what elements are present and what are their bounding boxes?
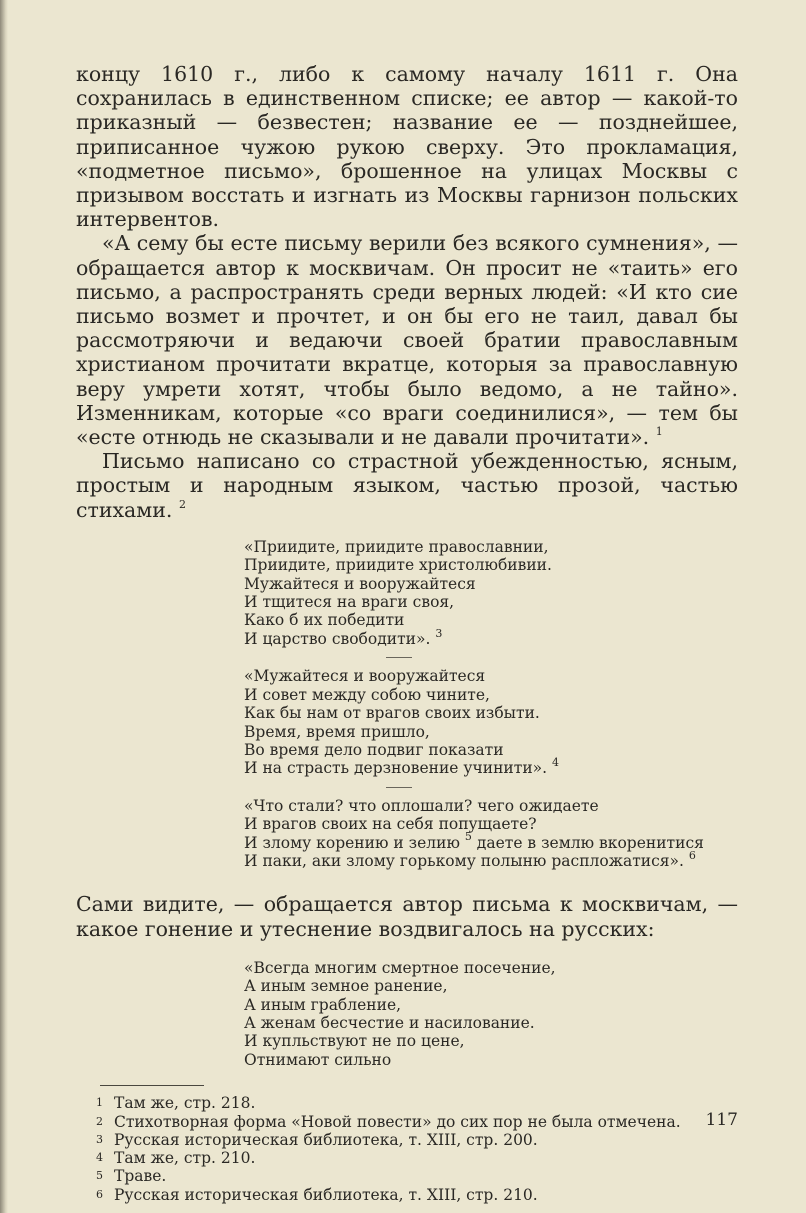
footnote-text: Там же, стр. 210. xyxy=(114,1149,256,1168)
footnote-mark: 3 xyxy=(435,626,443,640)
footnote xyxy=(96,1131,738,1149)
footnote-divider xyxy=(100,1085,204,1086)
paragraph-1 xyxy=(76,62,738,231)
verse-line: И совет между собою чините, xyxy=(244,685,490,704)
footnote xyxy=(96,1094,738,1112)
verse-line: А женам бесчестие и насилование. xyxy=(244,1013,535,1032)
verse-line: Время, время пришло, xyxy=(244,722,430,741)
paragraph-4 xyxy=(76,892,738,940)
footnote-text: Русская историческая библиотека, т. XIII, стр. 210. xyxy=(114,1185,538,1204)
verse-line xyxy=(244,830,738,852)
verse-line-text: И паки, аки злому горькому полыню распложатися». xyxy=(244,851,684,870)
verse-line: «Мужайтеся и вооружайтеся xyxy=(244,667,486,686)
footnote-text: Траве. xyxy=(114,1167,167,1186)
footnote-number: 1 xyxy=(96,1096,103,1110)
footnote-mark: 6 xyxy=(688,848,696,862)
paragraph-4-text: Сами видите, — обращается автор письма к москвичам, — какое гонение и утеснение воздвигалось на русских: xyxy=(76,892,738,941)
footnote-number: 2 xyxy=(96,1114,103,1128)
footnote-number: 6 xyxy=(96,1187,103,1201)
footnote-mark: 1 xyxy=(655,425,663,439)
stanza-divider xyxy=(386,657,412,658)
verse-line: И купльствуют не по цене, xyxy=(244,1032,465,1051)
verse-line-text: И злому корению и зелию xyxy=(244,833,460,852)
paragraph-3-text: Письмо написано со страстной убежденностью, ясным, простым и народным языком, частью прозой, частью стихами. xyxy=(76,449,738,522)
paragraph-2-text: «А сему бы есте письму верили без всякого сумнения», — обращается автор к москвичам. Он просит не «таить» его письмо, а распространять среди верных людей: «И кто сие письмо возмет и прочтет, и он бы его не таил, давал бы рассмотряючи и ведаючи своей братии православным христианом прочитати вкратце, которыя за православную веру умрети хотят, чтобы было ведомо, а не тайно». Изменникам, которые «со враги соединилися», — тем бы «есте отнюдь не сказывали и не давали прочитати». xyxy=(76,231,738,450)
page-number: 117 xyxy=(705,1110,738,1130)
verse-line: «Приидите, приидите православнии, xyxy=(244,537,549,556)
footnote xyxy=(96,1167,738,1185)
verse-line: Отнимают сильно xyxy=(244,1050,392,1069)
stanza-1 xyxy=(244,538,738,648)
page-content xyxy=(76,62,738,1204)
footnote-mark: 5 xyxy=(464,830,472,844)
paragraph-3 xyxy=(76,449,738,522)
verse-line: И врагов своих на себя попущаете? xyxy=(244,815,537,834)
footnote-number: 5 xyxy=(96,1169,103,1183)
paragraph-2 xyxy=(76,231,738,449)
footnote-mark: 2 xyxy=(178,497,186,511)
paragraph-1-text: концу 1610 г., либо к самому началу 1611 г. Она сохранилась в единственном списке; ее автор — какой-то приказный — безвестен; название ее — позднейшее, приписанное чужою рукою сверху. Это прокламация, «подметное письмо», брошенное на улицах Москвы с призывом восстать и изгнать из Москвы гарнизон польских интервентов. xyxy=(76,62,738,232)
verse-line xyxy=(244,848,738,870)
footnote-text: Стихотворная форма «Новой повести» до сих пор не была отмечена. xyxy=(114,1112,681,1131)
verse-line-text: И на страсть дерзновение учинити». xyxy=(244,759,548,778)
verse-line: «Что стали? что оплошали? чего ожидаете xyxy=(244,796,599,815)
footnote-number: 3 xyxy=(96,1132,103,1146)
verse-block-1 xyxy=(244,538,738,871)
verse-line xyxy=(244,756,738,778)
verse-line: Приидите, приидите христолюбивии. xyxy=(244,556,552,575)
verse-line: И тщитеся на враги своя, xyxy=(244,593,455,612)
footnote-number: 4 xyxy=(96,1151,103,1165)
footnote xyxy=(96,1149,738,1167)
footnote-text: Русская историческая библиотека, т. XIII, стр. 200. xyxy=(114,1130,538,1149)
footnote xyxy=(96,1186,738,1204)
page-binding-edge xyxy=(0,0,8,1213)
footnote xyxy=(96,1113,738,1131)
verse-block-2 xyxy=(244,959,738,1069)
stanza-3 xyxy=(244,797,738,871)
footnotes xyxy=(96,1094,738,1204)
verse-line-text: И царство свободити». xyxy=(244,629,431,648)
verse-line xyxy=(244,626,738,648)
verse-line: Во время дело подвиг показати xyxy=(244,740,504,759)
verse-line-text: даете в землю вкоренитися xyxy=(471,833,704,852)
verse-line: А иным грабление, xyxy=(244,995,402,1014)
verse-line: «Всегда многим смертное посечение, xyxy=(244,958,556,977)
verse-line: Мужайтеся и вооружайтеся xyxy=(244,574,476,593)
stanza-divider xyxy=(386,787,412,788)
verse-line: Како б их победити xyxy=(244,611,405,630)
footnote-text: Там же, стр. 218. xyxy=(114,1094,256,1113)
verse-line: А иным земное ранение, xyxy=(244,977,448,996)
verse-line: Как бы нам от врагов своих избыти. xyxy=(244,704,540,723)
footnote-mark: 4 xyxy=(552,756,560,770)
stanza-2 xyxy=(244,667,738,777)
